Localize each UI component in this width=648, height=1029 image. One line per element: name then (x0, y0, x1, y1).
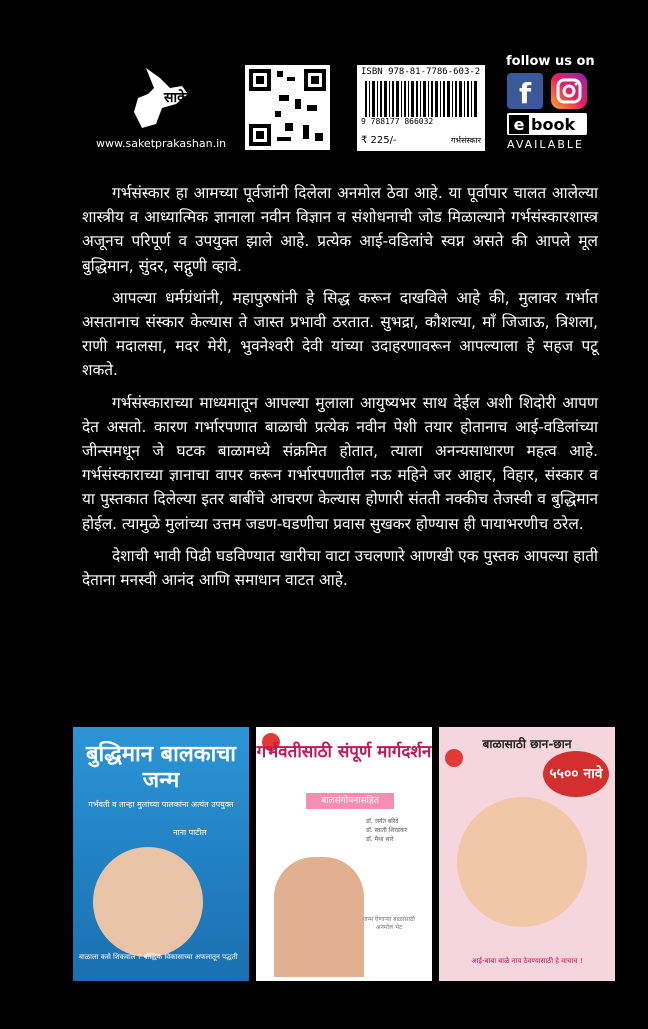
book-cover-garbhavati (256, 727, 432, 981)
cover-title: बाळासाठी छान-छान (482, 737, 572, 751)
ebook-word: book (531, 115, 576, 134)
ebook-badge[interactable] (507, 113, 587, 135)
barcode-category: गर्भसंस्कार (450, 136, 481, 145)
cover-bottom-text: आई-बाबा बाळे नाव ठेवण्यासाठी हे वाचाच ! (471, 957, 583, 965)
cover-title: गर्भवतीसाठी संपूर्ण मार्गदर्शन (256, 742, 432, 762)
available-text: AVAILABLE (507, 138, 584, 151)
cover-bottom-text: बाळाला कसे शिकवाल ? बौद्धिक विकासाच्या अफलातून पद्धती (79, 953, 238, 961)
rabbit-logo-icon (116, 58, 216, 138)
qr-code-icon (245, 65, 330, 150)
follow-us-text: follow us on (506, 54, 595, 69)
cover-author: नाना पाटील (173, 828, 207, 837)
cover-note: जन्म घेणाऱ्या बाळासाठी अनमोल भेट (363, 916, 415, 931)
price-label: ₹ 225/- (361, 135, 397, 146)
svg-text:साकेत: साकेत (164, 90, 196, 106)
cover-title: बुद्धिमान बालकाचा जन्म (86, 742, 236, 793)
barcode-icon (365, 81, 477, 117)
svg-text:f: f (519, 77, 532, 109)
back-cover-text (82, 181, 598, 600)
facebook-icon[interactable] (507, 73, 543, 109)
qr-code (245, 65, 330, 150)
paragraph-4: देशाची भावी पिढी घडविण्यात खारीचा वाटा उचलणारे आणखी एक पुस्तक आपल्या हाती देताना मनस्वी आनंद आणि समाधान वाटत आहे. (82, 546, 598, 590)
cover-authors: डॉ. जयंत बरिदे डॉ. स्वाती शिरडकर डॉ. मैथा सारे (366, 818, 408, 843)
names-count-badge: ५५०० नावे (543, 751, 609, 797)
paragraph-2: आपल्या धर्मग्रंथांनी, महापुरुषांनी हे सिद्ध करून दाखविले आहे की, मुलावर गर्भात असतानाच संस्कार केल्यास ते जास्त प्रभावी ठरतात. सुभद्रा, कौशल्या, माँ जिजाऊ, त्रिशला, राणी मदालसा, मदर मेरी, भुवनेश्वरी देवी यांच्या उदाहरणावरून आपल्याला हे सहज पटू शकते. (82, 288, 598, 380)
ebook-e: e (509, 115, 529, 134)
cover-tag: बालसंगोपनासहित (306, 793, 394, 809)
isbn-number: ISBN 978-81-7786-603-2 (361, 67, 481, 77)
book-cover-buddhiman (73, 727, 249, 981)
isbn-barcode (357, 65, 485, 151)
instagram-icon[interactable] (551, 73, 587, 109)
mother-photo (274, 857, 364, 977)
baby-photo (93, 847, 203, 957)
baby-photo (457, 797, 587, 927)
cover-subtitle: गर्भवती व तान्हा मुलांच्या पालकांना अत्यंत उपयुक्त (88, 800, 234, 809)
paragraph-1: गर्भसंस्कार हा आमच्या पूर्वजांनी दिलेला अनमोल ठेवा आहे. या पूर्वापार चालत आलेल्या शास्त्रीय व आध्यात्मिक ज्ञानाला नवीन विज्ञान व संशोधनाची जोड मिळाल्याने गर्भसंस्कारशास्त्र अजूनच परिपूर्ण व उपयुक्त झाले आहे. प्रत्येक आई-वडिलांचे स्वप्न असते की आपले मूल बुद्धिमान, सुंदर, सद्गुणी व्हावे. (82, 184, 598, 275)
paragraph-3: गर्भसंस्काराच्या माध्यमातून आपल्या मुलाला आयुष्यभर साथ देईल अशी शिदोरी आपण देत असतो. कारण गर्भारपणात बाळाची प्रत्येक नवीन पेशी तयार होतानाच आई-वडिलांच्या जीन्समधून जे घटक बाळामध्ये संक्रमित होतात, त्याला अनन्यसाधारण महत्व आहे. गर्भसंस्काराच्या ज्ञानाचा वापर करून गर्भारपणातील नऊ महिने जर आहार, विहार, संस्कार व या पुस्तकात दिलेल्या इतर बाबींचे आचरण केल्यास होणारी संतती नक्कीच तेजस्वी व बुद्धिमान होईल. त्यामुळे मुलांच्या उत्तम जडण-घडणीचा प्रवास सुखकर होण्यास ही पायाभरणीच ठरेल. (82, 393, 598, 533)
book-cover-balasathi (439, 727, 615, 981)
publisher-url[interactable]: www.saketprakashan.in (96, 137, 227, 150)
barcode-number: 9 788177 866032 (361, 117, 434, 126)
